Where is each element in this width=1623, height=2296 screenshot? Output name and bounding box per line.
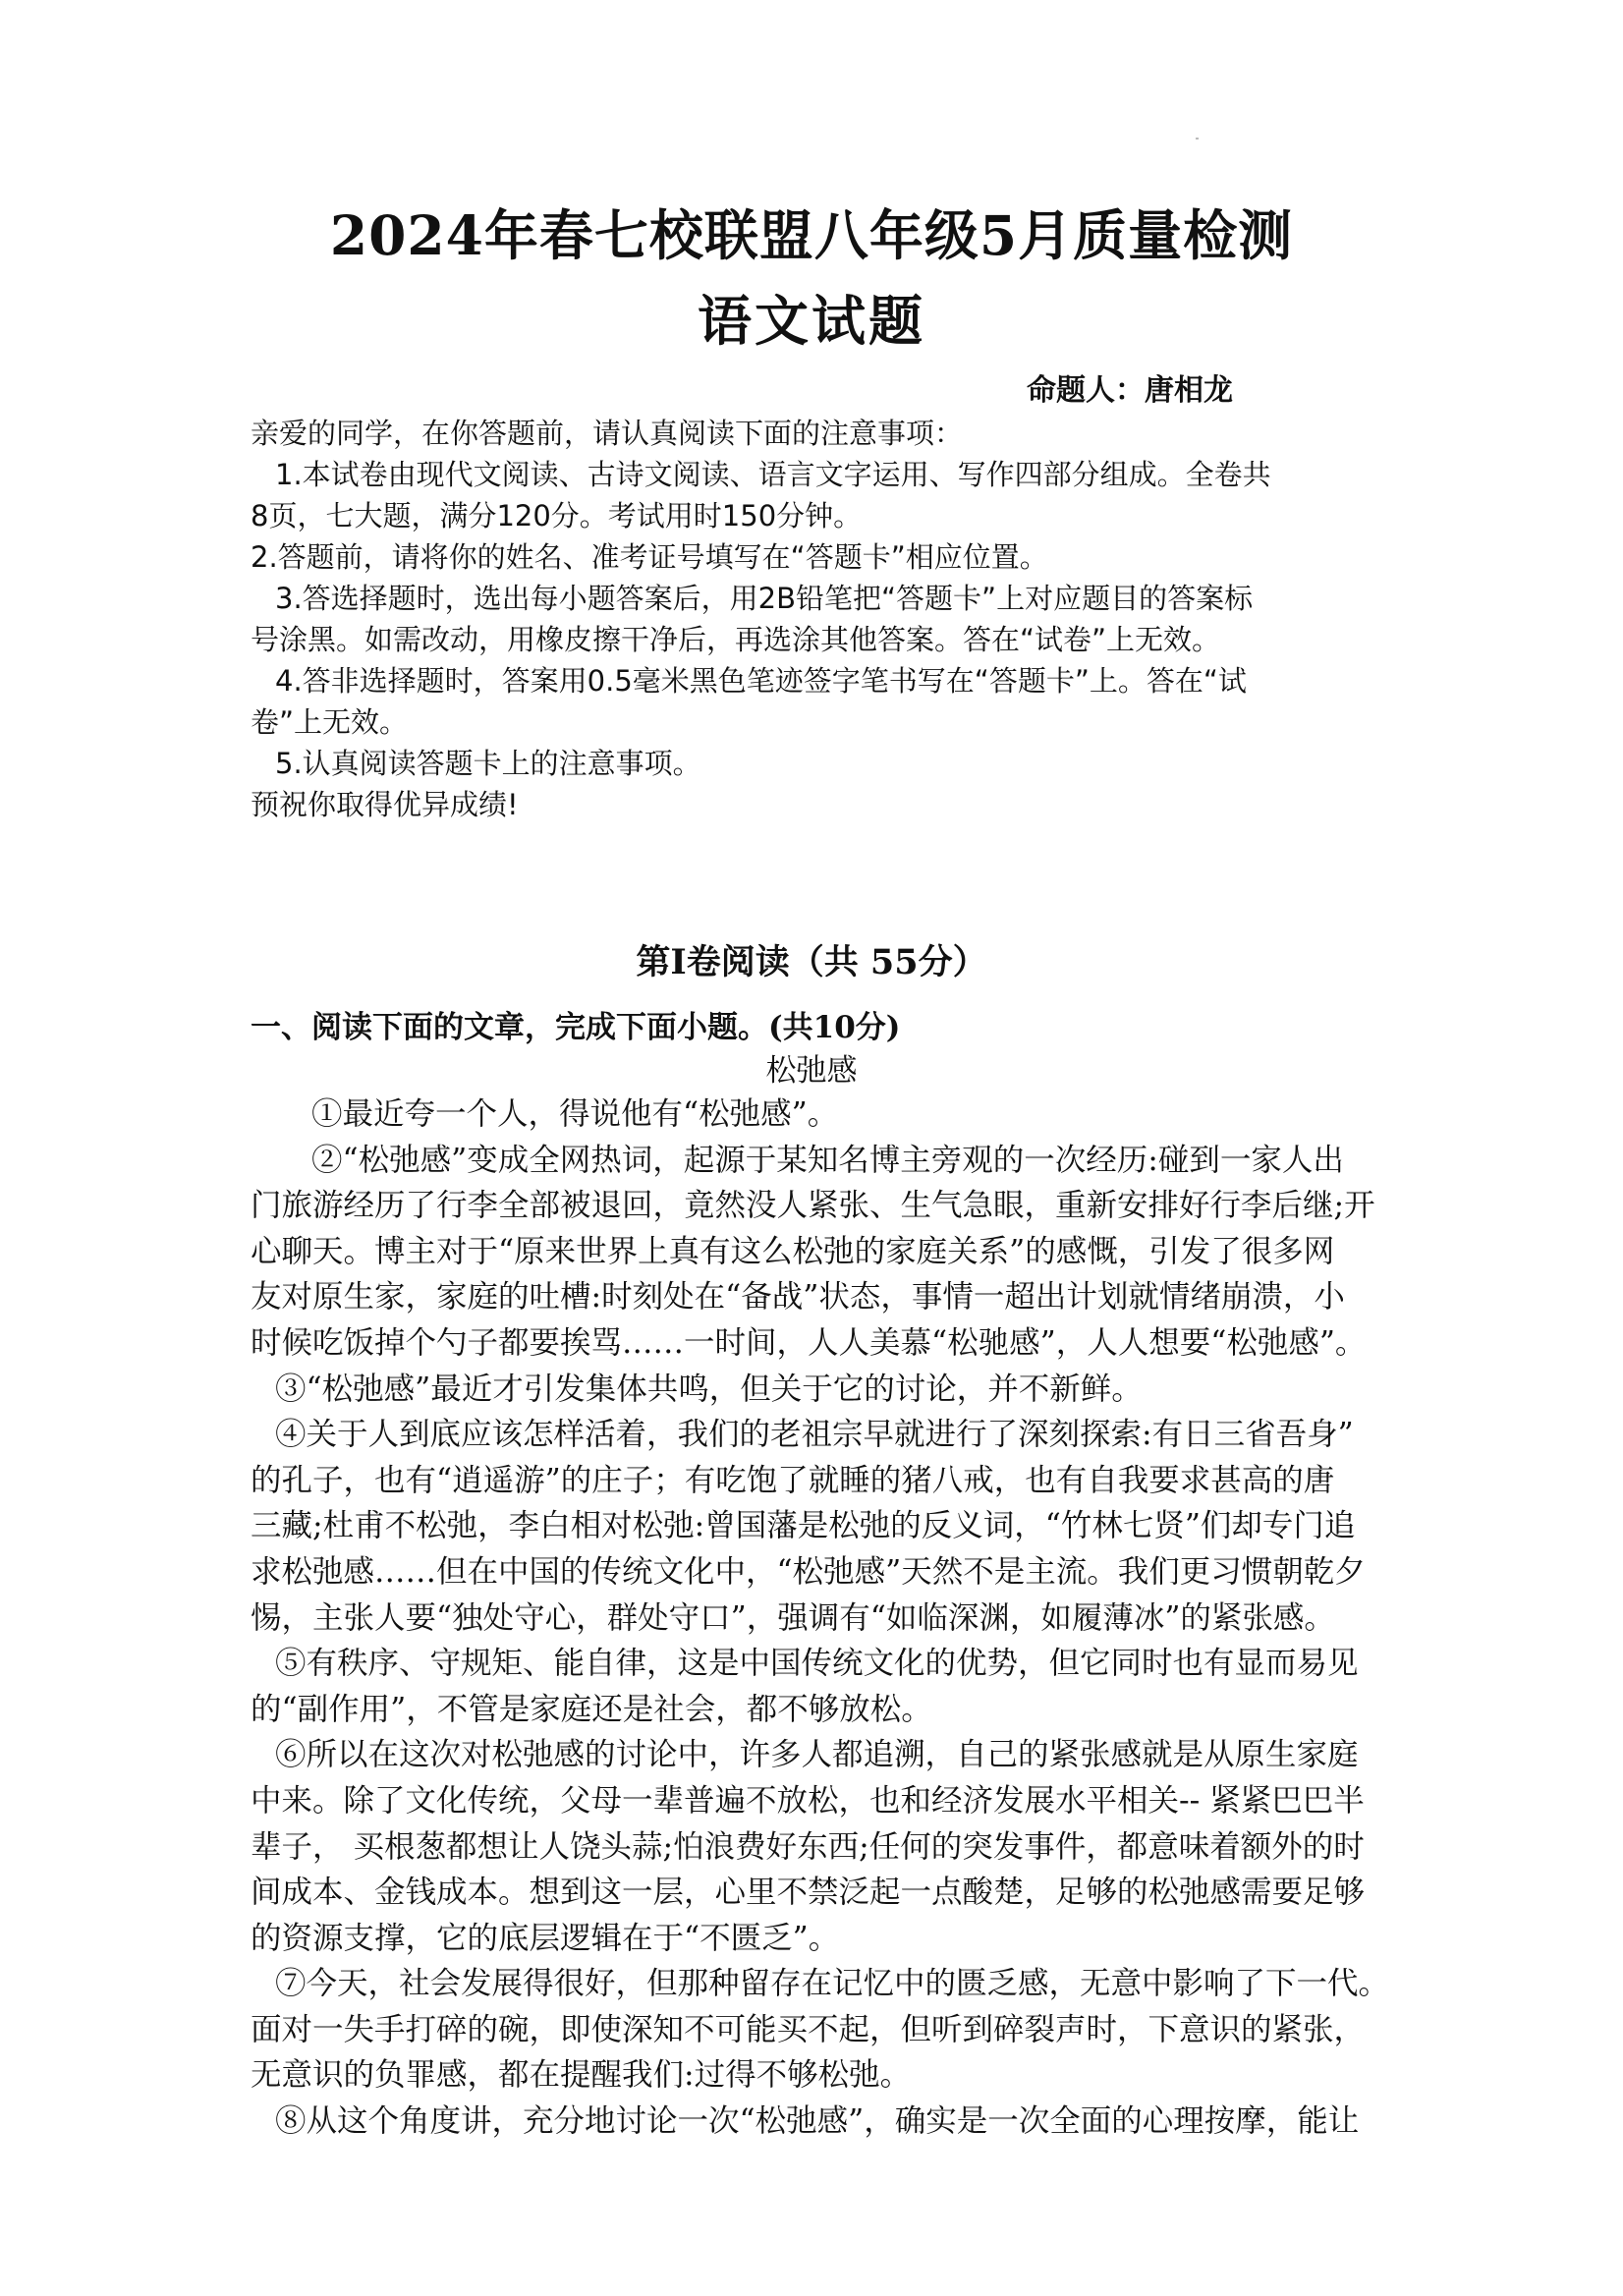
article-title: 松弛感: [765, 1053, 858, 1089]
author-line: 命题人：唐相龙: [1027, 373, 1233, 408]
notice-closing: 预祝你取得优异成绩!: [251, 788, 519, 821]
notice-block: [251, 413, 1439, 825]
notice-item-5: 5.认真阅读答题卡上的注意事项。: [275, 747, 701, 780]
article-line: ⑧从这个角度讲，充分地讨论一次“松弛感”，确实是一次全面的心理按摩，能让: [275, 2103, 1360, 2140]
notice-item-4-line-2: 卷”上无效。: [251, 705, 409, 739]
article-line: 求松弛感……但在中国的传统文化中，“松弛感”天然不是主流。我们更习惯朝乾夕: [251, 1553, 1366, 1590]
notice-item-1-line-2: 8页，七大题，满分120分。考试用时150分钟。: [251, 499, 863, 532]
article-line: 中来。除了文化传统，父母一辈普遍不放松，也和经济发展水平相关-- 紧紧巴巴半: [251, 1782, 1365, 1819]
notice-item-4-line-1: 4.答非选择题时，答案用0.5毫米黑色笔迹签字笔书写在“答题卡”上。答在“试: [275, 664, 1247, 698]
notice-intro: 亲爱的同学，在你答题前，请认真阅读下面的注意事项：: [251, 417, 964, 450]
article-line: 门旅游经历了行李全部被退回，竟然没人紧张、生气急眼，重新安排好行李后继;开: [251, 1188, 1375, 1224]
article-body: [251, 1092, 1439, 2145]
article-line: ③“松弛感”最近才引发集体共鸣，但关于它的讨论，并不新鲜。: [275, 1371, 1143, 1407]
notice-item-1-line-1: 1.本试卷由现代文阅读、古诗文阅读、语言文字运用、写作四部分组成。全卷共: [275, 458, 1271, 491]
article-line: 的资源支撑，它的底层逻辑在于“不匮乏”。: [251, 1920, 840, 1956]
article-line: 友对原生家，家庭的吐槽:时刻处在“备战”状态，事情一超出计划就情绪崩溃，小: [251, 1279, 1345, 1316]
article-line: ⑥所以在这次对松弛感的讨论中，许多人都追溯，自己的紧张感就是从原生家庭: [275, 1737, 1359, 1773]
scan-speck: [1196, 138, 1199, 140]
article-line: 辈子， 买根葱都想让人饶头蒜;怕浪费好东西;任何的突发事件，都意味着额外的时: [251, 1828, 1365, 1865]
notice-item-3-line-2: 号涂黑。如需改动，用橡皮擦干净后，再选涂其他答案。答在“试卷”上无效。: [251, 623, 1221, 656]
article-line: 间成本、金钱成本。想到这一层，心里不禁泛起一点酸楚，足够的松弛感需要足够: [251, 1875, 1366, 1911]
article-line: 时候吃饭掉个勺子都要挨骂……一时间，人人美慕“松驰感”，人人想要“松弛感”。: [251, 1324, 1367, 1361]
article-line: 面对一失手打碎的碗，即使深知不可能买不起，但听到碎裂声时，下意识的紧张，: [251, 2011, 1366, 2047]
article-line: ⑦今天，社会发展得很好，但那种留存在记忆中的匮乏感，无意中影响了下一代。: [275, 1966, 1390, 2002]
article-line: 的“副作用”，不管是家庭还是社会，都不够放松。: [251, 1691, 932, 1727]
article-line: 惕，主张人要“独处守心，群处守口”，强调有“如临深渊，如履薄冰”的紧张感。: [251, 1599, 1335, 1636]
article-line: ①最近夸一个人，得说他有“松弛感”。: [311, 1096, 839, 1132]
notice-item-2: 2.答题前，请将你的姓名、准考证号填写在“答题卡”相应位置。: [251, 540, 1048, 574]
question-1-title: 一、阅读下面的文章，完成下面小题。(共10分): [251, 1010, 901, 1045]
article-line: 无意识的负罪感，都在提醒我们:过得不够松弛。: [251, 2057, 912, 2094]
article-line: 三藏;杜甫不松弛，李白相对松弛:曾国藩是松弛的反义词，“竹林七贤”们却专门追: [251, 1508, 1356, 1544]
exam-subtitle: 语文试题: [697, 289, 925, 353]
article-line: ②“松弛感”变成全网热词，起源于某知名博主旁观的一次经历:碰到一家人出: [311, 1142, 1344, 1178]
section-title: 第Ⅰ卷阅读（共 55分）: [636, 942, 987, 982]
notice-item-3-line-1: 3.答选择题时，选出每小题答案后，用2B铅笔把“答题卡”上对应题目的答案标: [275, 582, 1254, 615]
article-line: 心聊天。博主对于“原来世界上真有这么松弛的家庭关系”的感慨，引发了很多网: [251, 1233, 1335, 1269]
article-line: ⑤有秩序、守规矩、能自律，这是中国传统文化的优势，但它同时也有显而易见: [275, 1646, 1359, 1682]
article-line: 的孔子，也有“逍遥游”的庄子；有吃饱了就睡的猪八戒，也有自我要求甚高的唐: [251, 1462, 1335, 1498]
article-line: ④关于人到底应该怎样活着，我们的老祖宗早就进行了深刻探索:有日三省吾身”: [275, 1417, 1354, 1453]
exam-title: 2024年春七校联盟八年级5月质量检测: [329, 203, 1294, 267]
